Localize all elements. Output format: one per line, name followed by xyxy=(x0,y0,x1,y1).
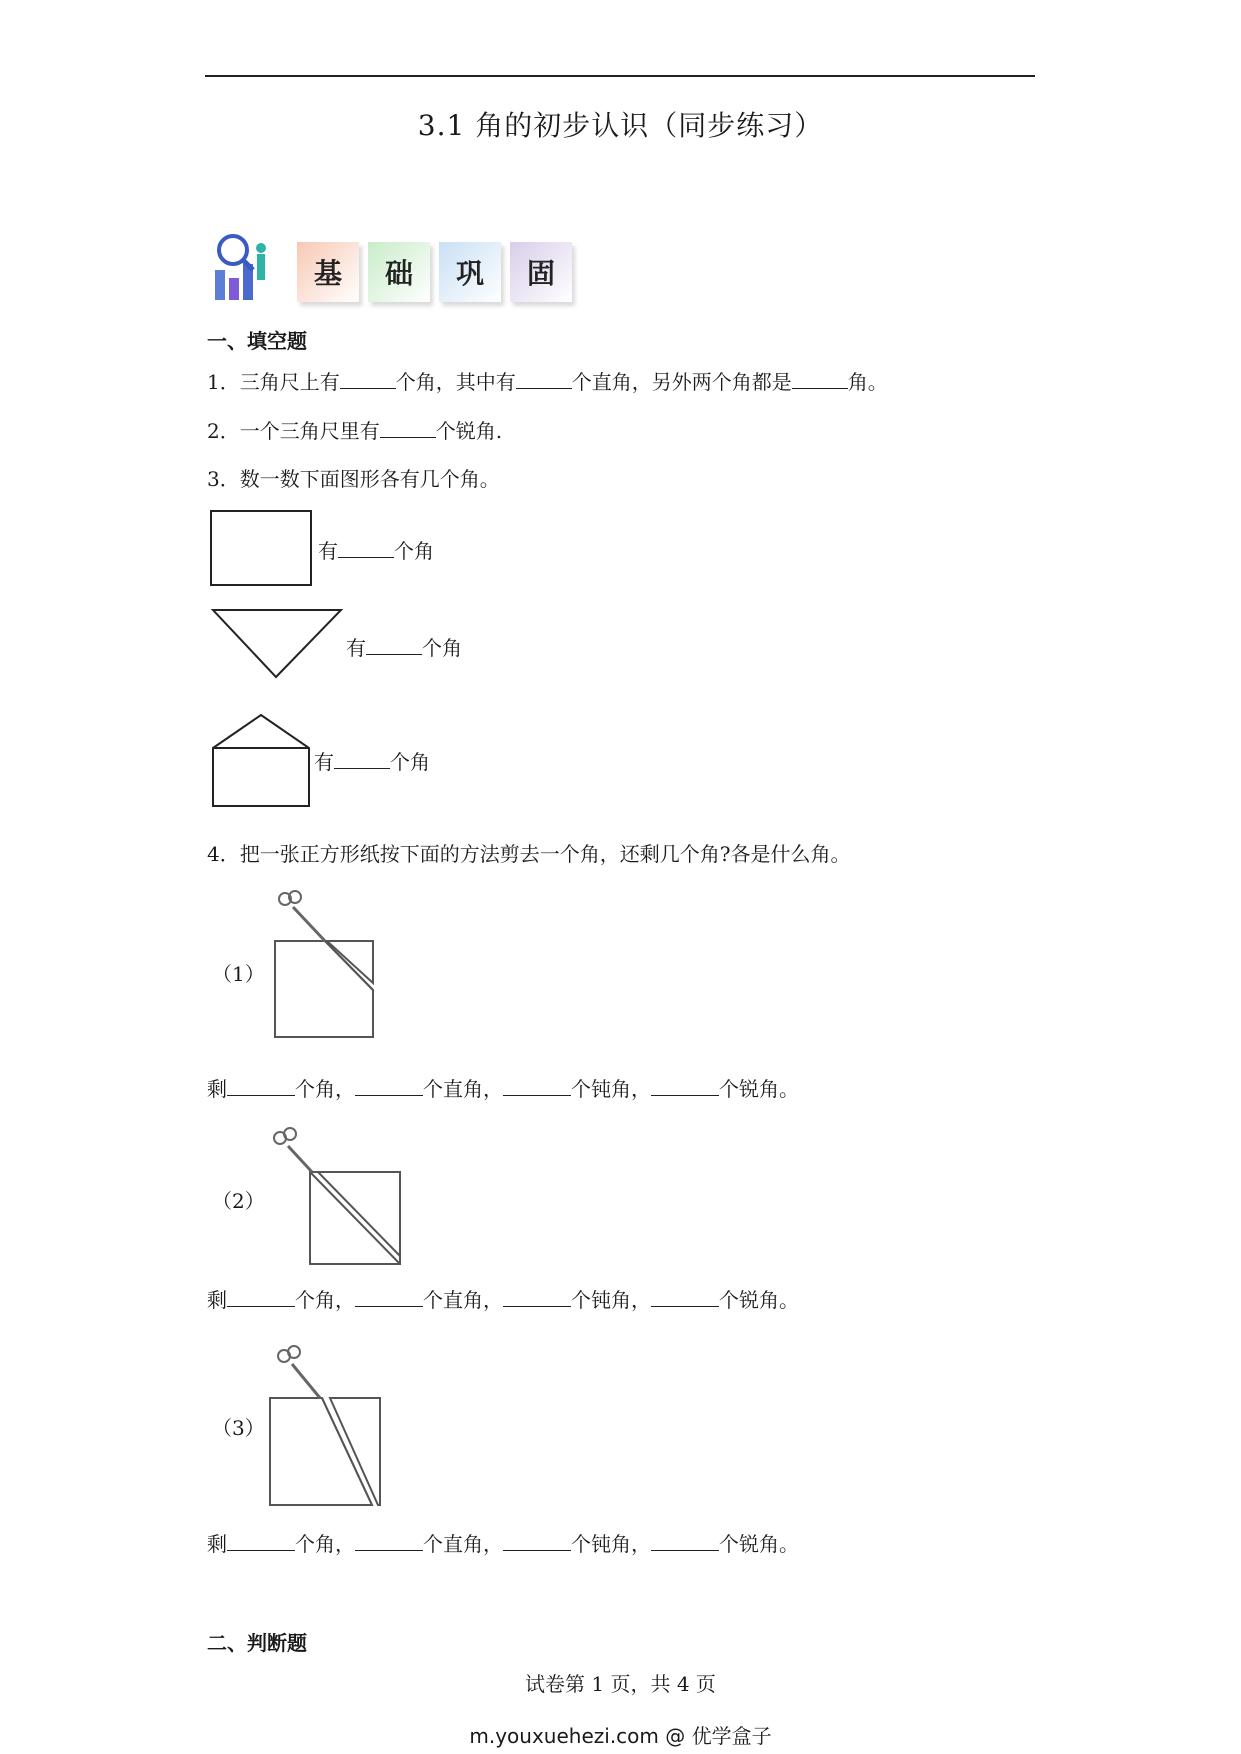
magnifier-chart-icon xyxy=(205,228,295,308)
answer-blank[interactable] xyxy=(503,1534,571,1551)
part-1-answer: 剩 个角， 个直角， 个钝角， 个锐角。 xyxy=(207,1077,799,1101)
part-2-answer: 剩 个角， 个直角， 个钝角， 个锐角。 xyxy=(207,1288,799,1312)
cut-square-diagram-1 xyxy=(265,885,385,1047)
answer-blank[interactable] xyxy=(792,372,848,389)
inverted-triangle-shape xyxy=(205,605,345,683)
part-label: （2） xyxy=(212,1189,265,1213)
answer-blank[interactable] xyxy=(355,1290,423,1307)
question-3: 3．数一数下面图形各有几个角。 xyxy=(207,467,500,491)
rectangle-shape xyxy=(205,505,315,587)
answer-blank[interactable] xyxy=(338,541,394,558)
answer-blank[interactable] xyxy=(227,1534,295,1551)
cut-square-diagram-3 xyxy=(262,1340,392,1515)
question-2: 2．一个三角尺里有 个锐角. xyxy=(207,419,503,443)
banner-tile-2: 础 xyxy=(368,242,430,302)
house-pentagon-shape xyxy=(205,710,317,810)
answer-blank[interactable] xyxy=(355,1079,423,1096)
answer-blank[interactable] xyxy=(380,421,436,438)
part-label: （1） xyxy=(212,962,265,986)
answer-blank[interactable] xyxy=(334,752,390,769)
banner-tile-1: 基 xyxy=(297,242,359,302)
page-footer: 试卷第 1 页，共 4 页 xyxy=(525,1672,716,1696)
site-watermark: m.youxuehezi.com @ 优学盒子 xyxy=(469,1724,772,1748)
header-rule xyxy=(205,75,1035,77)
part-3-answer: 剩 个角， 个直角， 个钝角， 个锐角。 xyxy=(207,1532,799,1556)
answer-blank[interactable] xyxy=(340,372,396,389)
answer-blank[interactable] xyxy=(651,1079,719,1096)
question-1: 1．三角尺上有 个角，其中有 个直角，另外两个角都是 角。 xyxy=(207,370,888,394)
answer-blank[interactable] xyxy=(227,1079,295,1096)
banner-tile-4: 固 xyxy=(510,242,572,302)
answer-blank[interactable] xyxy=(651,1534,719,1551)
shape-2-answer: 有 个角 xyxy=(346,636,462,660)
cut-square-diagram-2 xyxy=(262,1122,412,1267)
shape-1-answer: 有 个角 xyxy=(318,539,434,563)
part-label: （3） xyxy=(212,1416,265,1440)
answer-blank[interactable] xyxy=(355,1534,423,1551)
answer-blank[interactable] xyxy=(516,372,572,389)
answer-blank[interactable] xyxy=(227,1290,295,1307)
answer-blank[interactable] xyxy=(503,1290,571,1307)
banner-tile-3: 巩 xyxy=(439,242,501,302)
section-heading-true-false: 二、判断题 xyxy=(207,1631,307,1655)
answer-blank[interactable] xyxy=(503,1079,571,1096)
page-title: 3.1 角的初步认识（同步练习） xyxy=(417,109,824,142)
section-heading-fill-blank: 一、填空题 xyxy=(207,329,307,353)
shape-3-answer: 有 个角 xyxy=(314,750,430,774)
answer-blank[interactable] xyxy=(651,1290,719,1307)
question-4: 4．把一张正方形纸按下面的方法剪去一个角，还剩几个角?各是什么角。 xyxy=(207,842,851,866)
answer-blank[interactable] xyxy=(366,638,422,655)
